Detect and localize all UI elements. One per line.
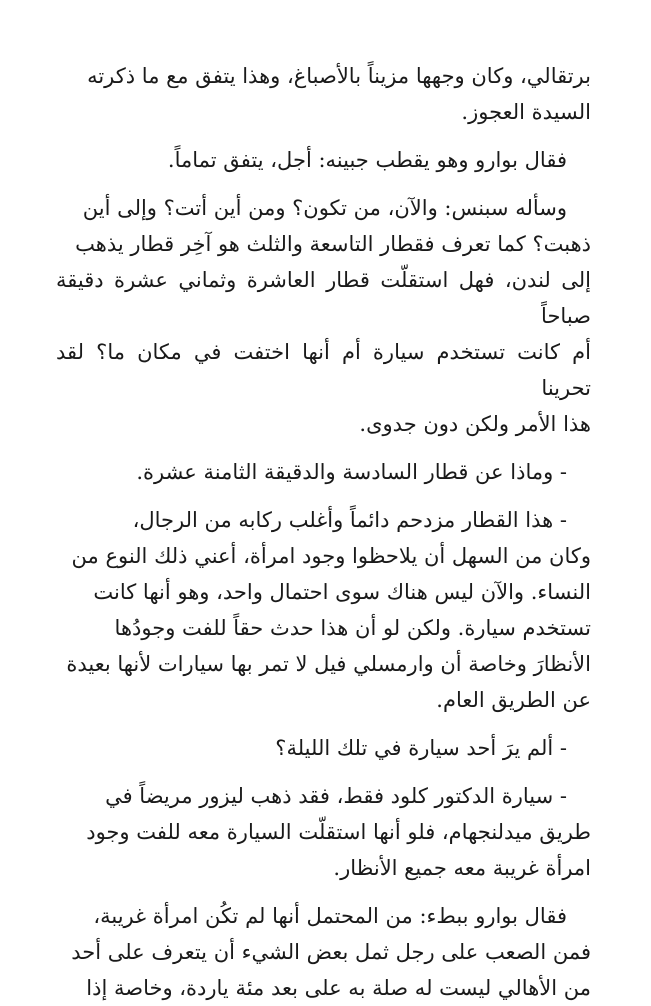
paragraph-6: - ألم يرَ أحد سيارة في تلك الليلة؟ [275, 736, 567, 760]
paragraph-4: - وماذا عن قطار السادسة والدقيقة الثامنة عشرة. [136, 460, 567, 484]
paragraph-1: برتقالي، وكان وجهها مزيناً بالأصباغ، وهذا يتفق مع ما ذكرته السيدة العجوز. [87, 64, 591, 124]
paragraph-2: فقال بوارو وهو يقطب جبينه: أجل، يتفق تماماً. [167, 148, 567, 172]
paragraph-3: وسأله سبنس: والآن، من تكون؟ ومن أين أتت؟ وإلى أين ذهبت؟ كما تعرف فقطار التاسعة والثلث هو آخِر قطار يذهب إلى لندن، فهل استقلّت قطار العاشرة وثماني عشرة دقيقة صباحاً أم كانت تستخدم سيارة أم أنها اختفت في مكان ما؟ لقد تحرينا هذا الأمر ولكن دون جدوى. [56, 196, 591, 436]
paragraph-8: فقال بوارو ببطء: من المحتمل أنها لم تكُن امرأة غريبة، فمن الصعب على رجل ثمل بعض الشيء أن يتعرف على أحد من الأهالي ليست له صلة به على بعد مئة ياردة، وخاصة إذا [71, 904, 591, 1000]
paragraph-5: - هذا القطار مزدحم دائماً وأغلب ركابه من الرجال، وكان من السهل أن يلاحظوا وجود امرأة، أعني ذلك النوع من النساء. والآن ليس هناك سوى احتمال واحد، وهو أنها كانت تستخدم سيارة. ولكن لو أن هذا حدث حقاً للفت وجودُها الأنظارَ وخاصة أن وارمسلي فيل لا تمر بها سيارات لأنها بعيدة عن الطريق العام. [66, 508, 591, 712]
paragraph-7: - سيارة الدكتور كلود فقط، فقد ذهب ليزور مريضاً في طريق ميدلنجهام، فلو أنها استقلّت السيارة معه للفت وجود امرأة غريبة معه جميع الأنظار. [86, 784, 591, 880]
